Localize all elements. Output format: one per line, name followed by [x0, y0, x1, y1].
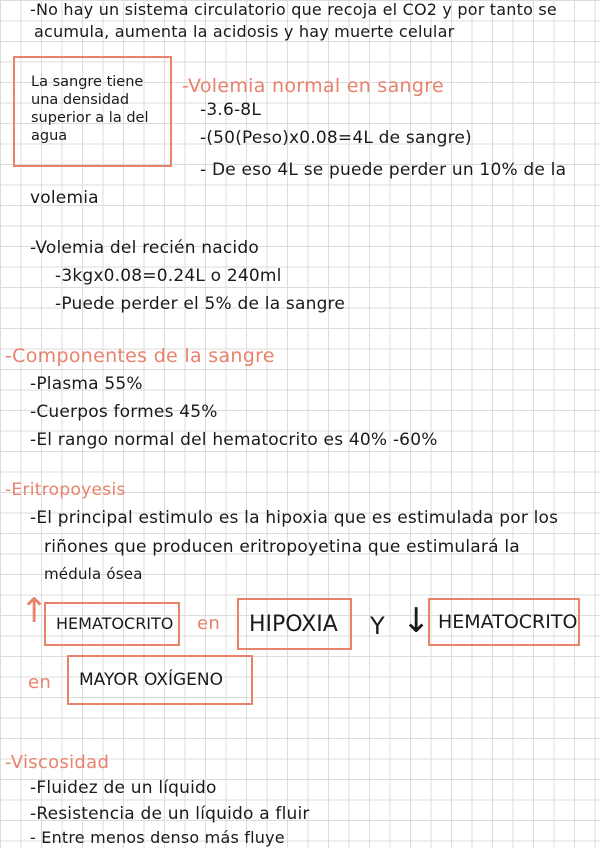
density-note-line-3: superior a la del [31, 110, 149, 126]
hematocrito-box-1-label: HEMATOCRITO [56, 614, 174, 633]
components-heading: -Componentes de la sangre [5, 345, 275, 367]
en-label-2: en [28, 672, 52, 693]
hipoxia-box-label: HIPOXIA [249, 612, 338, 637]
eritropoyesis-line-3: médula ósea [44, 565, 143, 583]
hematocrito-box-1 [44, 602, 180, 646]
eritropoyesis-line-2: riñones que producen eritropoyetina que estimulará la [44, 537, 520, 557]
volemia-heading: -Volemia normal en sangre [182, 75, 444, 97]
volemia-item-3-continued: volemia [30, 188, 99, 208]
hipoxia-box [237, 598, 352, 650]
arrow-down-icon: ↓ [402, 601, 431, 641]
density-note-box [13, 56, 172, 167]
volemia-item-1: -3.6-8L [200, 100, 261, 120]
volemia-item-3: - De eso 4L se puede perder un 10% de la [200, 160, 567, 180]
components-item-3: -El rango normal del hematocrito es 40% -60% [30, 430, 438, 450]
en-label-1: en [197, 613, 221, 634]
viscosidad-item-2: -Resistencia de un líquido a fluir [30, 804, 310, 824]
y-conjunction: Y [370, 612, 385, 640]
intro-line-2: acumula, aumenta la acidosis y hay muerte celular [34, 22, 455, 41]
density-note-line-2: una densidad [31, 92, 130, 108]
eritropoyesis-line-1: -El principal estimulo es la hipoxia que es estimulada por los [30, 508, 559, 528]
viscosidad-heading: -Viscosidad [5, 752, 110, 773]
eritropoyesis-heading: -Eritropoyesis [5, 480, 126, 500]
intro-line-1: -No hay un sistema circulatorio que recoja el CO2 y por tanto se [30, 0, 557, 19]
newborn-heading: -Volemia del recién nacido [30, 238, 259, 258]
density-note-line-1: La sangre tiene [31, 74, 144, 90]
hematocrito-box-2-label: HEMATOCRITO [438, 611, 578, 633]
arrow-up-icon: ↑ [20, 591, 49, 631]
newborn-item-1: -3kgx0.08=0.24L o 240ml [55, 266, 282, 286]
hematocrito-box-2 [428, 598, 580, 646]
volemia-item-2: -(50(Peso)x0.08=4L de sangre) [200, 128, 472, 148]
components-item-1: -Plasma 55% [30, 374, 143, 394]
mayor-oxigeno-box-label: MAYOR OXÍGENO [79, 670, 223, 690]
mayor-oxigeno-box [67, 655, 253, 705]
viscosidad-item-1: -Fluidez de un líquido [30, 778, 217, 798]
viscosidad-item-3: - Entre menos denso más fluye [30, 828, 285, 847]
density-note-line-4: agua [31, 128, 68, 144]
components-item-2: -Cuerpos formes 45% [30, 402, 218, 422]
newborn-item-2: -Puede perder el 5% de la sangre [55, 294, 346, 314]
